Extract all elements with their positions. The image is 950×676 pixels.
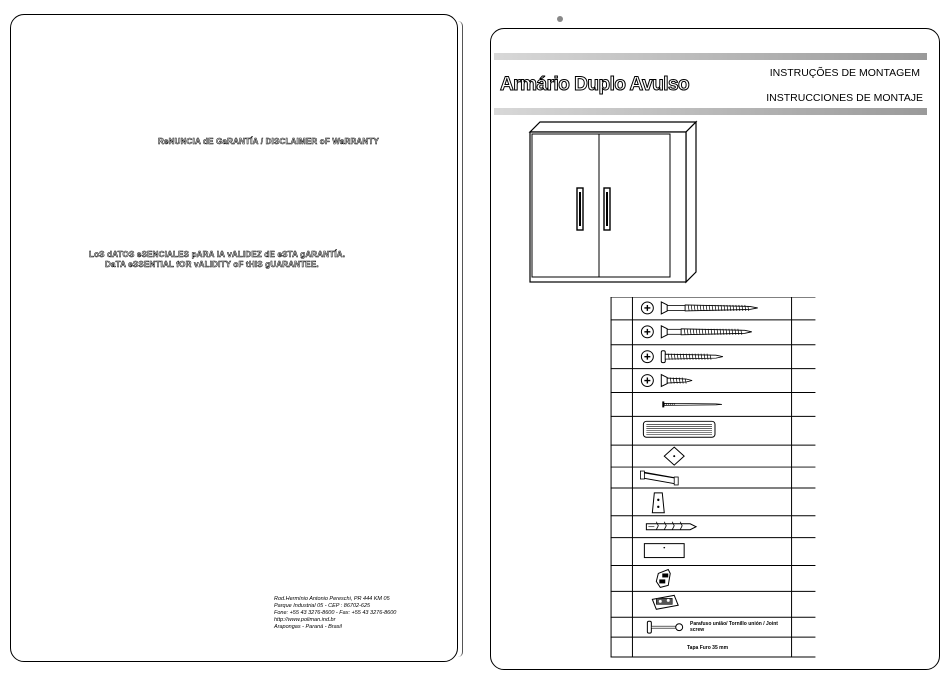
wall-plug-icon [646, 522, 696, 530]
medium-screw-icon [641, 326, 751, 338]
essential-data-line-es: LoS dATOS eSENCIALES pARA lA vALIDEZ dE eSTA gARANTÍA. [89, 250, 346, 259]
essential-data-line-en: DaTA eSSENTIAL fOR vALIDITY oF tHIS gUARANTEE. [105, 260, 319, 269]
company-address [274, 596, 396, 631]
product-title: Armário Duplo Avulso [500, 74, 690, 95]
round-head-screw-icon [641, 351, 723, 363]
hole-cover-icon [644, 544, 684, 558]
cover-cap-label: Tapa Furo 35 mm [687, 645, 729, 651]
address-line: Fone: +55 43 3276-8600 - Fax: +55 43 3276-8600 [274, 610, 397, 616]
hinge-icon [652, 595, 678, 609]
joint-screw-label: Parafuso união/ Tornillo unión / Joint screw [690, 621, 778, 633]
subtitle-portuguese: INSTRUÇÕES DE MONTAGEM [769, 67, 920, 79]
nail-icon [662, 401, 722, 407]
foot-pad-icon [664, 447, 684, 465]
parts-table [610, 297, 816, 659]
address-line: Arapongas - Paraná - Brasil [274, 624, 342, 630]
address-line: http://www.poliman.ind.br [274, 617, 336, 623]
binding-dot [557, 16, 563, 22]
shelf-support-icon [652, 493, 664, 513]
subtitle-spanish: INSTRUCCIONES DE MONTAJE [766, 92, 923, 104]
short-screw-icon [641, 375, 692, 387]
header-bar-top [494, 53, 927, 60]
joint-screw-icon [647, 621, 682, 633]
warranty-heading: ReNUNCIA dE GaRANTÍA / DISCLAIMER oF WaRRANTY [158, 137, 379, 146]
handle-icon [640, 471, 678, 485]
left-page-frame [10, 14, 458, 662]
wooden-dowel-icon [643, 421, 715, 437]
address-line: Parque Industrial 05 - CEP : 86702-625 [274, 603, 371, 609]
header-bar-bottom [494, 108, 927, 115]
cabinet-illustration [526, 120, 698, 284]
long-screw-icon [641, 302, 757, 314]
address-line: Rod.Hermínio Antonio Pereschi, PR 444 KM 05 [274, 596, 390, 602]
cam-lock-icon [656, 569, 670, 587]
